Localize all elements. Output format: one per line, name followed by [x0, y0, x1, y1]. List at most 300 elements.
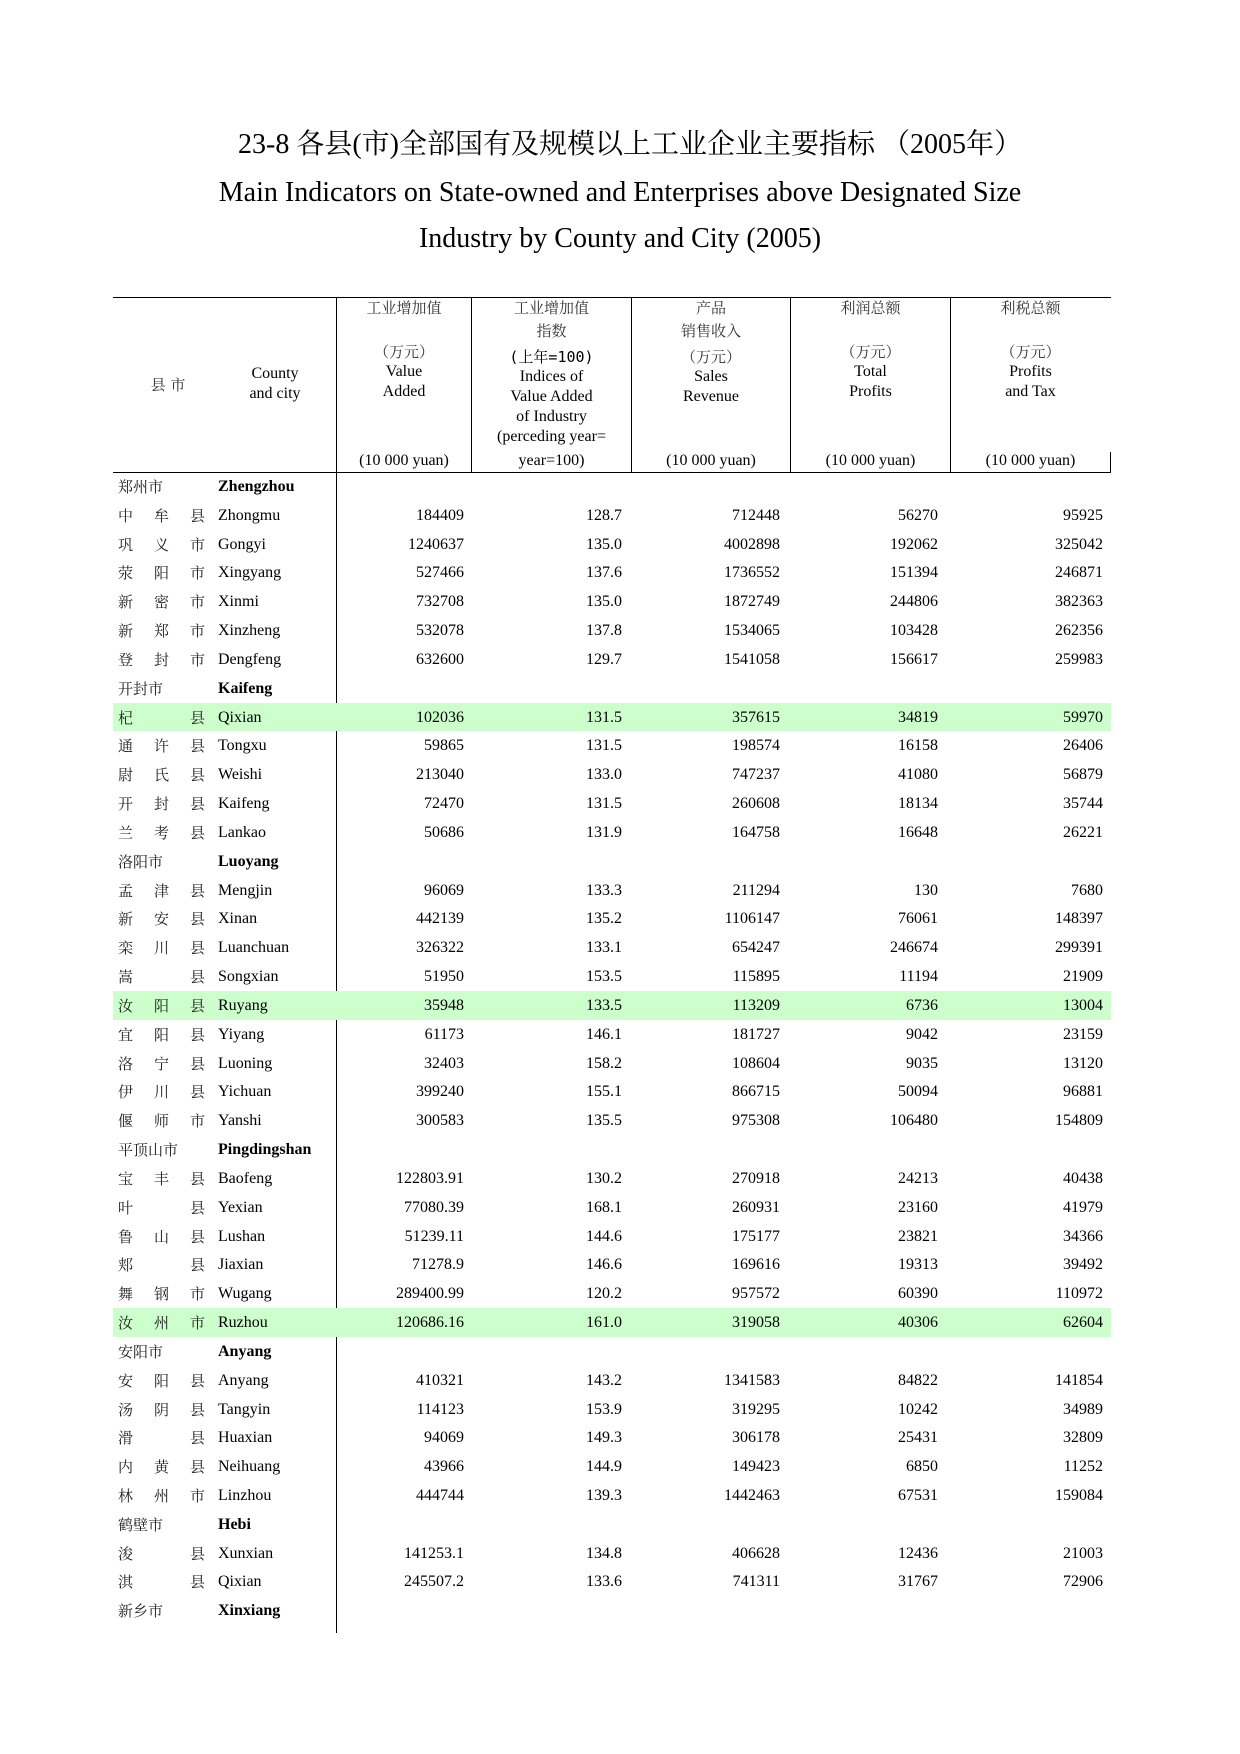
value-added-cell: 94069	[424, 1429, 464, 1447]
page-title-block	[0, 128, 1240, 262]
value-added-index-cell: 146.1	[586, 1025, 622, 1043]
county-name-char: 县	[190, 708, 206, 727]
county-name-char	[154, 1573, 172, 1591]
county-name-char: 市	[190, 1285, 206, 1304]
county-name-char: 安	[154, 910, 170, 929]
county-name-cn	[118, 536, 208, 554]
county-name-cn	[118, 1083, 208, 1101]
total-profits-cell: 6850	[906, 1458, 938, 1476]
county-name-char: 登	[118, 650, 134, 669]
header-region-en: County and city	[249, 365, 301, 402]
profits-and-tax-cell: 95925	[1063, 506, 1103, 524]
title-english-line-2: Industry by County and City (2005)	[418, 223, 822, 254]
county-name-char: 荥	[118, 564, 134, 583]
county-name-cn	[118, 651, 208, 669]
county-name-char: 氏	[154, 766, 170, 785]
header-sales-revenue: 产品 销售收入 （万元） Sales Revenue	[680, 299, 741, 405]
county-name-char: 安	[118, 1371, 134, 1390]
value-added-cell: 35948	[424, 996, 464, 1014]
county-name-char: 阳	[154, 1371, 170, 1390]
profits-and-tax-cell: 325042	[1055, 535, 1103, 553]
county-name-char: 嵩	[118, 968, 134, 987]
table-row	[113, 1481, 1111, 1510]
county-name-en: Zhongmu	[218, 506, 281, 524]
value-added-cell: 141253.1	[404, 1544, 464, 1562]
county-name-cn	[118, 1055, 208, 1073]
county-name-en: Ruyang	[218, 996, 268, 1014]
county-name-char: 市	[190, 1112, 206, 1131]
unit-value-added: (10 000 yuan)	[359, 452, 449, 469]
sales-revenue-cell: 211294	[732, 881, 780, 899]
total-profits-cell: 60390	[898, 1285, 938, 1303]
value-added-cell: 114123	[416, 1400, 464, 1418]
county-name-cn	[118, 1458, 208, 1476]
county-name-en: Ruzhou	[218, 1314, 268, 1332]
table-row	[113, 1106, 1111, 1135]
county-name-cn	[118, 1112, 208, 1130]
value-added-index-cell: 134.8	[586, 1544, 622, 1562]
county-name-char: 宜	[118, 1025, 134, 1044]
county-name-char: 县	[190, 823, 206, 842]
county-name-char: 杞	[118, 708, 134, 727]
county-name-en: Baofeng	[218, 1169, 273, 1187]
table-row	[113, 1020, 1111, 1049]
profits-and-tax-cell: 56879	[1063, 766, 1103, 784]
table-row	[113, 1423, 1111, 1452]
county-name-cn	[118, 507, 208, 525]
sales-revenue-cell: 181727	[732, 1025, 780, 1043]
sales-revenue-cell: 319058	[732, 1314, 780, 1332]
total-profits-cell: 9035	[906, 1054, 938, 1072]
profits-and-tax-cell: 110972	[1055, 1285, 1103, 1303]
county-name-char: 县	[190, 1054, 206, 1073]
county-name-en: Luanchuan	[218, 939, 290, 957]
county-name-char: 郑	[154, 622, 170, 641]
county-name-en: Luoning	[218, 1054, 273, 1072]
county-name-cn	[118, 1314, 208, 1332]
county-name-char	[154, 968, 172, 986]
county-name-char: 宁	[154, 1054, 170, 1073]
county-name-char: 市	[190, 535, 206, 554]
county-name-char: 县	[190, 1371, 206, 1390]
county-name-cn	[118, 564, 208, 582]
county-name-char: 浚	[118, 1544, 134, 1563]
total-profits-cell: 31767	[898, 1573, 938, 1591]
county-name-char: 孟	[118, 881, 134, 900]
city-group-row	[113, 1596, 1111, 1625]
county-name-char: 县	[190, 996, 206, 1015]
value-added-cell: 120686.16	[396, 1314, 464, 1332]
sales-revenue-cell: 747237	[732, 766, 780, 784]
value-added-index-cell: 131.5	[586, 737, 622, 755]
value-added-cell: 410321	[416, 1371, 464, 1389]
value-added-index-cell: 133.1	[586, 939, 622, 957]
table-row	[113, 1539, 1111, 1568]
total-profits-cell: 106480	[890, 1112, 938, 1130]
value-added-index-cell: 168.1	[586, 1198, 622, 1216]
table-row	[113, 501, 1111, 530]
county-name-char: 林	[118, 1486, 134, 1505]
table-row	[113, 1395, 1111, 1424]
profits-and-tax-cell: 96881	[1063, 1083, 1103, 1101]
city-group-row	[113, 847, 1111, 876]
value-added-cell: 527466	[416, 564, 464, 582]
county-name-char: 县	[190, 1429, 206, 1448]
city-name-cn: 新乡市	[118, 1602, 164, 1621]
value-added-cell: 71278.9	[412, 1256, 464, 1274]
county-name-en: Jiaxian	[218, 1256, 264, 1274]
value-added-cell: 72470	[424, 795, 464, 813]
table-row	[113, 1567, 1111, 1596]
county-name-en: Mengjin	[218, 881, 273, 899]
total-profits-cell: 25431	[898, 1429, 938, 1447]
profits-and-tax-cell: 34366	[1063, 1227, 1103, 1245]
sales-revenue-cell: 260931	[732, 1198, 780, 1216]
sales-revenue-cell: 1736552	[724, 564, 780, 582]
title-chinese: 23-8 各县(市)全部国有及规模以上工业企业主要指标 （2005年）	[238, 129, 1022, 160]
county-name-char: 阳	[154, 1025, 170, 1044]
county-name-char: 县	[190, 968, 206, 987]
value-added-index-cell: 135.2	[586, 910, 622, 928]
county-name-char: 县	[190, 1025, 206, 1044]
county-name-char: 栾	[118, 939, 134, 958]
county-name-char: 新	[118, 622, 134, 641]
county-name-char: 川	[154, 1083, 170, 1102]
profits-and-tax-cell: 39492	[1063, 1256, 1103, 1274]
county-name-en: Linzhou	[218, 1486, 272, 1504]
total-profits-cell: 192062	[890, 535, 938, 553]
value-added-index-cell: 137.6	[586, 564, 622, 582]
profits-and-tax-cell: 11252	[1063, 1458, 1103, 1476]
city-name-cn: 郑州市	[118, 478, 164, 496]
total-profits-cell: 103428	[890, 622, 938, 640]
county-name-cn	[118, 910, 208, 928]
profits-and-tax-cell: 21909	[1063, 968, 1103, 986]
value-added-index-cell: 133.6	[586, 1573, 622, 1591]
county-name-char: 巩	[118, 535, 134, 554]
sales-revenue-cell: 654247	[732, 939, 780, 957]
county-name-char: 封	[154, 795, 170, 814]
sales-revenue-cell: 712448	[732, 506, 780, 524]
county-name-char: 封	[154, 650, 170, 669]
county-name-char: 汝	[118, 1314, 134, 1333]
profits-and-tax-cell: 59970	[1063, 708, 1103, 726]
county-name-cn	[118, 593, 208, 611]
county-name-char: 伊	[118, 1083, 134, 1102]
county-name-en: Xinzheng	[218, 622, 281, 640]
sales-revenue-cell: 741311	[732, 1573, 780, 1591]
county-name-char: 县	[190, 737, 206, 756]
county-name-char: 内	[118, 1458, 134, 1477]
profits-and-tax-cell: 382363	[1055, 593, 1103, 611]
sales-revenue-cell: 866715	[732, 1083, 780, 1101]
sales-revenue-cell: 108604	[732, 1054, 780, 1072]
county-name-char: 州	[154, 1486, 170, 1505]
county-name-char: 市	[190, 1486, 206, 1505]
table-row	[113, 933, 1111, 962]
county-name-char: 市	[190, 1314, 206, 1333]
table-row	[113, 1077, 1111, 1106]
county-name-en: Dengfeng	[218, 650, 282, 668]
profits-and-tax-cell: 72906	[1063, 1573, 1103, 1591]
city-name-en: Kaifeng	[218, 679, 273, 697]
total-profits-cell: 50094	[898, 1083, 938, 1101]
county-name-en: Wugang	[218, 1285, 272, 1303]
table-row	[113, 645, 1111, 674]
sales-revenue-cell: 319295	[732, 1400, 780, 1418]
county-name-char: 县	[190, 881, 206, 900]
table-row	[113, 1279, 1111, 1308]
value-added-index-cell: 120.2	[586, 1285, 622, 1303]
city-group-row	[113, 1510, 1111, 1539]
unit-sales-revenue: (10 000 yuan)	[666, 452, 756, 469]
county-name-char: 钢	[154, 1285, 170, 1304]
header-region-cn: 县 市	[150, 376, 186, 394]
county-name-en: Songxian	[218, 968, 279, 986]
county-name-char: 县	[190, 1256, 206, 1275]
county-name-char: 阳	[154, 564, 170, 583]
county-name-cn	[118, 1429, 208, 1447]
county-name-en: Yanshi	[218, 1112, 262, 1130]
table-row	[113, 530, 1111, 559]
sales-revenue-cell: 1541058	[724, 650, 780, 668]
county-name-char: 新	[118, 593, 134, 612]
county-name-char: 州	[154, 1314, 170, 1333]
value-added-cell: 50686	[424, 823, 464, 841]
county-name-char: 滑	[118, 1429, 134, 1448]
county-name-en: Lushan	[218, 1227, 266, 1245]
total-profits-cell: 6736	[906, 996, 938, 1014]
county-name-char: 阳	[154, 996, 170, 1015]
value-added-cell: 32403	[424, 1054, 464, 1072]
county-name-char: 兰	[118, 823, 134, 842]
value-added-index-cell: 153.9	[586, 1400, 622, 1418]
county-name-cn	[118, 1170, 208, 1188]
value-added-index-cell: 146.6	[586, 1256, 622, 1274]
county-name-char: 宝	[118, 1169, 134, 1188]
sales-revenue-cell: 164758	[732, 823, 780, 841]
county-name-cn	[118, 1285, 208, 1303]
table-row	[113, 616, 1111, 645]
value-added-index-cell: 135.0	[586, 593, 622, 611]
county-name-char: 津	[154, 881, 170, 900]
profits-and-tax-cell: 7680	[1071, 881, 1103, 899]
city-name-cn: 鹤壁市	[118, 1515, 164, 1534]
county-name-cn	[118, 737, 208, 755]
city-group-row	[113, 1135, 1111, 1164]
value-added-index-cell: 131.5	[586, 708, 622, 726]
value-added-cell: 399240	[416, 1083, 464, 1101]
county-name-char	[154, 709, 172, 727]
value-added-index-cell: 133.0	[586, 766, 622, 784]
sales-revenue-cell: 1341583	[724, 1371, 780, 1389]
value-added-index-cell: 153.5	[586, 968, 622, 986]
value-added-cell: 184409	[416, 506, 464, 524]
county-name-char: 县	[190, 1227, 206, 1246]
profits-and-tax-cell: 141854	[1055, 1371, 1103, 1389]
sales-revenue-cell: 957572	[732, 1285, 780, 1303]
city-name-en: Pingdingshan	[218, 1141, 312, 1159]
county-name-char: 通	[118, 737, 134, 756]
county-name-en: Gongyi	[218, 535, 266, 553]
total-profits-cell: 24213	[898, 1169, 938, 1187]
value-added-index-cell: 133.5	[586, 996, 622, 1014]
city-name-cn: 安阳市	[118, 1342, 164, 1361]
county-name-cn	[118, 1573, 208, 1591]
value-added-cell: 213040	[416, 766, 464, 784]
table-row	[113, 1308, 1111, 1337]
profits-and-tax-cell: 23159	[1063, 1025, 1103, 1043]
profits-and-tax-cell: 32809	[1063, 1429, 1103, 1447]
table-row	[113, 760, 1111, 789]
unit-profits-and-tax: (10 000 yuan)	[985, 452, 1076, 469]
value-added-index-cell: 144.9	[586, 1458, 622, 1476]
profits-and-tax-cell: 40438	[1063, 1169, 1103, 1187]
table-row	[113, 962, 1111, 991]
table-body	[113, 472, 1111, 1625]
value-added-index-cell: 129.7	[586, 650, 622, 668]
total-profits-cell: 16648	[898, 823, 938, 841]
total-profits-cell: 76061	[898, 910, 938, 928]
sales-revenue-cell: 175177	[732, 1227, 780, 1245]
value-added-index-cell: 143.2	[586, 1371, 622, 1389]
sales-revenue-cell: 975308	[732, 1112, 780, 1130]
profits-and-tax-cell: 13120	[1063, 1054, 1103, 1072]
county-name-char: 洛	[118, 1054, 134, 1073]
sales-revenue-cell: 1442463	[724, 1486, 780, 1504]
value-added-cell: 289400.99	[396, 1285, 464, 1303]
unit-value-added-index: year=100)	[518, 452, 585, 469]
table-row	[113, 703, 1111, 732]
value-added-cell: 300583	[416, 1112, 464, 1130]
value-added-cell: 51239.11	[404, 1227, 464, 1245]
county-name-en: Yexian	[218, 1198, 263, 1216]
county-name-char	[154, 1199, 172, 1217]
value-added-cell: 122803.91	[396, 1169, 464, 1187]
county-name-char: 叶	[118, 1198, 134, 1217]
county-name-char: 考	[154, 823, 170, 842]
value-added-cell: 532078	[416, 622, 464, 640]
county-name-char: 黄	[154, 1458, 170, 1477]
county-name-en: Yichuan	[218, 1083, 272, 1101]
value-added-cell: 102036	[416, 708, 464, 726]
county-name-cn	[118, 968, 208, 986]
county-name-en: Yiyang	[218, 1025, 265, 1043]
header-value-added: 工业增加值 （万元） Value Added	[366, 299, 442, 400]
table-row	[113, 1222, 1111, 1251]
value-added-index-cell: 144.6	[586, 1227, 622, 1245]
county-name-cn	[118, 766, 208, 784]
county-name-char: 县	[190, 766, 206, 785]
sales-revenue-cell: 169616	[732, 1256, 780, 1274]
total-profits-cell: 244806	[890, 593, 938, 611]
value-added-cell: 442139	[416, 910, 464, 928]
county-name-en: Tangyin	[218, 1400, 271, 1418]
county-name-char: 县	[190, 1400, 206, 1419]
county-name-char: 开	[118, 795, 134, 814]
county-name-char	[154, 1256, 172, 1274]
county-name-char: 县	[190, 506, 206, 525]
profits-and-tax-cell: 13004	[1063, 996, 1103, 1014]
value-added-cell: 43966	[424, 1458, 464, 1476]
value-added-cell: 632600	[416, 650, 464, 668]
profits-and-tax-cell: 159084	[1055, 1486, 1103, 1504]
table-row	[113, 1250, 1111, 1279]
county-name-char: 师	[154, 1112, 170, 1131]
county-name-en: Qixian	[218, 1573, 262, 1591]
county-name-char: 鲁	[118, 1227, 134, 1246]
total-profits-cell: 151394	[890, 564, 938, 582]
profits-and-tax-cell: 148397	[1055, 910, 1103, 928]
county-name-char: 山	[154, 1227, 170, 1246]
table-row	[113, 789, 1111, 818]
county-name-en: Tongxu	[218, 737, 267, 755]
county-name-char: 许	[154, 737, 170, 756]
county-name-cn	[118, 824, 208, 842]
profits-and-tax-cell: 26221	[1063, 823, 1103, 841]
profits-and-tax-cell: 246871	[1055, 564, 1103, 582]
county-name-char: 市	[190, 593, 206, 612]
value-added-index-cell: 135.0	[586, 535, 622, 553]
total-profits-cell: 12436	[898, 1544, 938, 1562]
value-added-index-cell: 139.3	[586, 1486, 622, 1504]
county-name-char	[154, 1545, 172, 1563]
value-added-cell: 96069	[424, 881, 464, 899]
table-row	[113, 818, 1111, 847]
profits-and-tax-cell: 259983	[1055, 650, 1103, 668]
value-added-cell: 1240637	[408, 535, 464, 553]
table-row	[113, 904, 1111, 933]
table-row	[113, 876, 1111, 905]
county-name-en: Lankao	[218, 823, 266, 841]
value-added-index-cell: 130.2	[586, 1169, 622, 1187]
table-row	[113, 1452, 1111, 1481]
county-name-cn	[118, 939, 208, 957]
county-name-char: 县	[190, 1169, 206, 1188]
profits-and-tax-cell: 34989	[1063, 1400, 1103, 1418]
profits-and-tax-cell: 299391	[1055, 939, 1103, 957]
total-profits-cell: 23821	[898, 1227, 938, 1245]
unit-total-profits: (10 000 yuan)	[825, 452, 916, 469]
profits-and-tax-cell: 35744	[1063, 795, 1103, 813]
title-english-line-1: Main Indicators on State-owned and Enterprises above Designated Size	[218, 177, 1022, 208]
total-profits-cell: 246674	[890, 939, 938, 957]
value-added-index-cell: 155.1	[586, 1083, 622, 1101]
county-name-char: 义	[154, 535, 170, 554]
county-name-cn	[118, 622, 208, 640]
table-row	[113, 1049, 1111, 1078]
county-name-char: 尉	[118, 766, 134, 785]
city-name-en: Anyang	[218, 1342, 272, 1360]
county-name-char: 密	[154, 593, 170, 612]
county-name-cn	[118, 1199, 208, 1217]
table-row	[113, 991, 1111, 1020]
county-name-cn	[118, 1256, 208, 1274]
profits-and-tax-cell: 154809	[1055, 1112, 1103, 1130]
value-added-index-cell: 149.3	[586, 1429, 622, 1447]
total-profits-cell: 130	[914, 881, 938, 899]
total-profits-cell: 23160	[898, 1198, 938, 1216]
county-name-cn	[118, 1545, 208, 1563]
county-name-char: 汤	[118, 1400, 134, 1419]
county-name-cn	[118, 709, 208, 727]
value-added-index-cell: 137.8	[586, 622, 622, 640]
county-name-char: 郏	[118, 1256, 134, 1275]
county-name-char: 县	[190, 795, 206, 814]
sales-revenue-cell: 406628	[732, 1544, 780, 1562]
value-added-index-cell: 128.7	[586, 506, 622, 524]
county-name-char: 县	[190, 1083, 206, 1102]
